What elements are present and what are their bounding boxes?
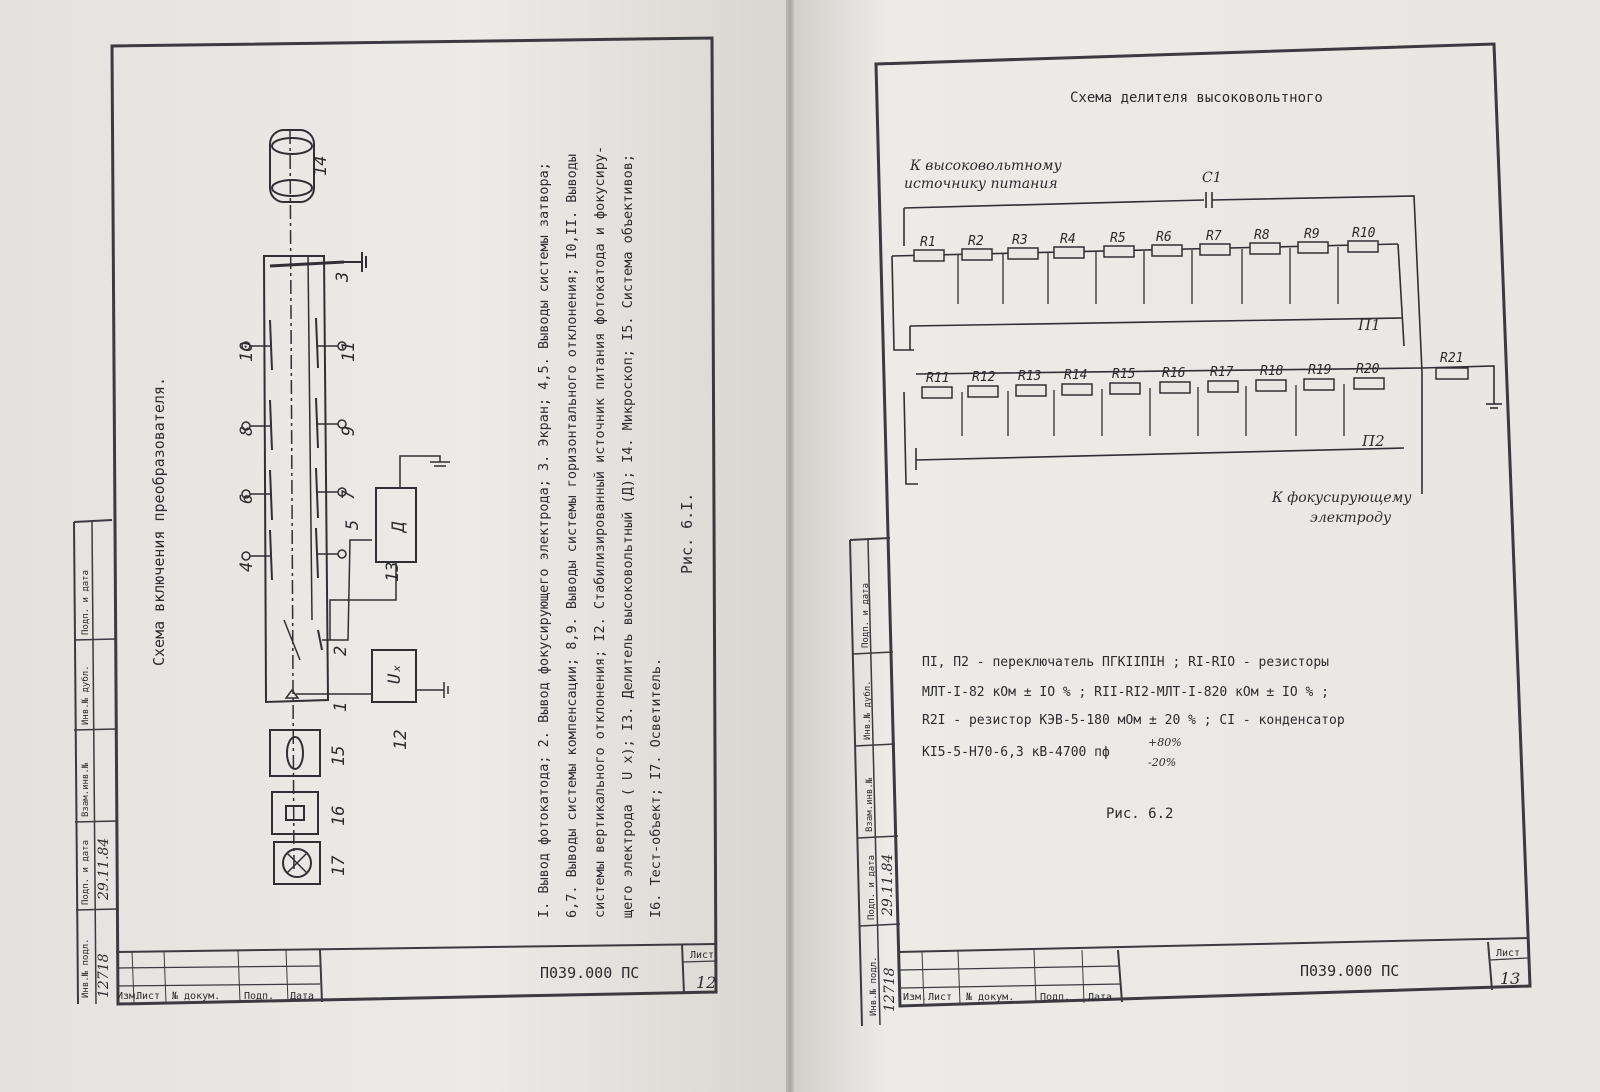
legend-line-5: I6. Тест-объект; I7. Осветитель. [648, 657, 664, 918]
label-r1: R1 [920, 235, 936, 250]
label-5: 5 [343, 519, 363, 530]
r-stamp-list: Лист [928, 992, 953, 1003]
resistor-r21 [1436, 368, 1468, 379]
resistor-r3 [1008, 248, 1038, 259]
label-4: 4 [237, 561, 257, 572]
label-2: 2 [331, 645, 351, 656]
resistor-r13 [1016, 385, 1046, 396]
label-16: 16 [329, 805, 349, 826]
label-3: 3 [333, 271, 353, 282]
label-12: 12 [391, 729, 411, 750]
label-7: 7 [339, 489, 359, 500]
label-r19: R19 [1308, 363, 1332, 378]
inv-number: 12718 [96, 953, 112, 998]
r-side-col-dup: Инв.№ дубл. [863, 680, 873, 740]
label-6: 6 [237, 493, 257, 504]
label-15: 15 [329, 745, 349, 766]
left-title: Схема включения преобразователя. [150, 377, 168, 666]
resistor-r7 [1200, 244, 1230, 255]
switch-1-label: П1 [1358, 316, 1381, 334]
label-r15: R15 [1112, 367, 1136, 382]
switch-2-label: П2 [1362, 432, 1385, 450]
r-side-col-sign2: Подп. и дата [861, 582, 871, 648]
label-r5: R5 [1110, 231, 1126, 246]
resistor-r1 [914, 250, 944, 261]
label-r13: R13 [1018, 369, 1042, 384]
resistor-r17 [1208, 381, 1238, 392]
legend-line-4: щего электрода ( U x); I3. Делитель высоковольтный (Д); I4. Микроскоп; I5. Система объективов; [620, 153, 636, 918]
r-side-col-replace: Взам.инв.№ [865, 777, 875, 832]
stamp-list: Лист [136, 991, 161, 1002]
label-r11: R11 [926, 371, 950, 386]
label-r7: R7 [1206, 229, 1222, 244]
legend-line-3: системы вертикального отклонения; I2. Стабилизированный источник питания фотокатода и фокусиру- [592, 145, 608, 918]
resistor-r5 [1104, 246, 1134, 257]
note-line-3: R2I - резистор КЭВ-5-180 мОм ± 20 % ; CI - конденсатор [922, 713, 1345, 728]
note-line-2: МЛТ-I-82 кОм ± IO % ; RII-RI2-МЛТ-I-820 кОм ± IO % ; [922, 685, 1329, 700]
label-14: 14 [311, 155, 331, 176]
label-r4: R4 [1060, 232, 1076, 247]
left-figure-caption: Рис. 6.I. [678, 492, 696, 574]
focus-label-2: электроду [1310, 510, 1392, 526]
resistor-r18 [1256, 380, 1286, 391]
sign-date: 29.11.84 [96, 837, 112, 900]
label-8: 8 [237, 425, 257, 436]
label-r6: R6 [1156, 230, 1172, 245]
resistor-r16 [1160, 382, 1190, 393]
legend-line-1: I. Вывод фотокатода; 2. Вывод фокусирующего электрода; 3. Экран; 4,5. Выводы системы затвора; [536, 162, 552, 918]
resistor-r2 [962, 249, 992, 260]
note-line-4: КI5-5-Н70-6,3 кВ-4700 пф [922, 745, 1110, 760]
stamp-doc: № докум. [172, 991, 221, 1002]
r-side-col-inv: Инв.№ подл. [869, 956, 879, 1016]
sheet-number: 12 [696, 973, 717, 992]
right-figure-caption: Рис. 6.2 [1106, 806, 1174, 822]
r-inv-number: 12718 [882, 967, 898, 1012]
label-r14: R14 [1064, 368, 1088, 383]
doc-code: П039.000 ПС [540, 964, 640, 982]
label-9: 9 [339, 425, 359, 436]
label-r18: R18 [1260, 364, 1284, 379]
label-d: Д [389, 521, 409, 532]
label-r21: R21 [1440, 351, 1464, 366]
label-r9: R9 [1304, 227, 1320, 242]
resistor-r20 [1354, 378, 1384, 389]
r-side-col-sign: Подп. и дата [867, 854, 877, 920]
label-11: 11 [339, 341, 359, 362]
label-r3: R3 [1012, 233, 1028, 248]
resistor-r9 [1298, 242, 1328, 253]
label-17: 17 [329, 855, 349, 876]
label-1: 1 [331, 701, 351, 712]
resistor-r8 [1250, 243, 1280, 254]
r-sign-date: 29.11.84 [880, 853, 896, 916]
side-col-sign: Подп. и дата [81, 839, 91, 905]
resistor-r14 [1062, 384, 1092, 395]
resistor-r19 [1304, 379, 1334, 390]
tolerance-plus: +80% [1148, 736, 1182, 749]
label-r2: R2 [968, 234, 984, 249]
side-col-dup: Инв.№ дубл. [81, 665, 91, 725]
resistor-r12 [968, 386, 998, 397]
tolerance-minus: -20% [1148, 756, 1177, 769]
side-col-sign2: Подп. и дата [81, 569, 91, 635]
label-ux: Uₓ [385, 663, 405, 684]
label-r12: R12 [972, 370, 996, 385]
r-sheet-number: 13 [1500, 969, 1521, 988]
stamp-izm: Изм. [117, 991, 142, 1002]
r-doc-code: П039.000 ПС [1300, 962, 1400, 980]
resistor-r6 [1152, 245, 1182, 256]
label-r20: R20 [1356, 362, 1380, 377]
label-13: 13 [383, 561, 403, 582]
stamp-date: Дата [290, 991, 315, 1002]
note-line-1: ПI, П2 - переключатель ПГКIIПIН ; RI-RIO - резисторы [922, 655, 1329, 670]
r-stamp-doc: № докум. [966, 992, 1015, 1003]
label-r17: R17 [1210, 365, 1234, 380]
r-stamp-date: Дата [1088, 992, 1113, 1003]
label-r10: R10 [1352, 226, 1376, 241]
source-label-1: К высоковольтному [910, 158, 1062, 174]
r-stamp-izm: Изм. [903, 992, 928, 1003]
side-col-inv: Инв.№ подл. [81, 938, 91, 998]
capacitor-label: C1 [1202, 170, 1222, 186]
side-col-replace: Взам.инв.№ [81, 762, 91, 817]
stamp-sign: Подп. [244, 991, 275, 1002]
label-r8: R8 [1254, 228, 1270, 243]
legend-line-2: 6,7. Выводы системы компенсации; 8,9. Выводы системы горизонтального отклонения; I0,II. Выводы [564, 153, 580, 918]
r-stamp-sign: Подп. [1040, 992, 1071, 1003]
resistor-r11 [922, 387, 952, 398]
resistor-r15 [1110, 383, 1140, 394]
source-label-2: источнику питания [904, 176, 1058, 192]
resistor-r10 [1348, 241, 1378, 252]
sheet-label: Лист [690, 950, 715, 961]
focus-label-1: К фокусирующему [1272, 490, 1412, 506]
label-r16: R16 [1162, 366, 1186, 381]
right-title: Схема делителя высоковольтного [1070, 90, 1323, 106]
r-sheet-label: Лист [1496, 948, 1521, 959]
label-10: 10 [237, 341, 257, 362]
resistor-r4 [1054, 247, 1084, 258]
